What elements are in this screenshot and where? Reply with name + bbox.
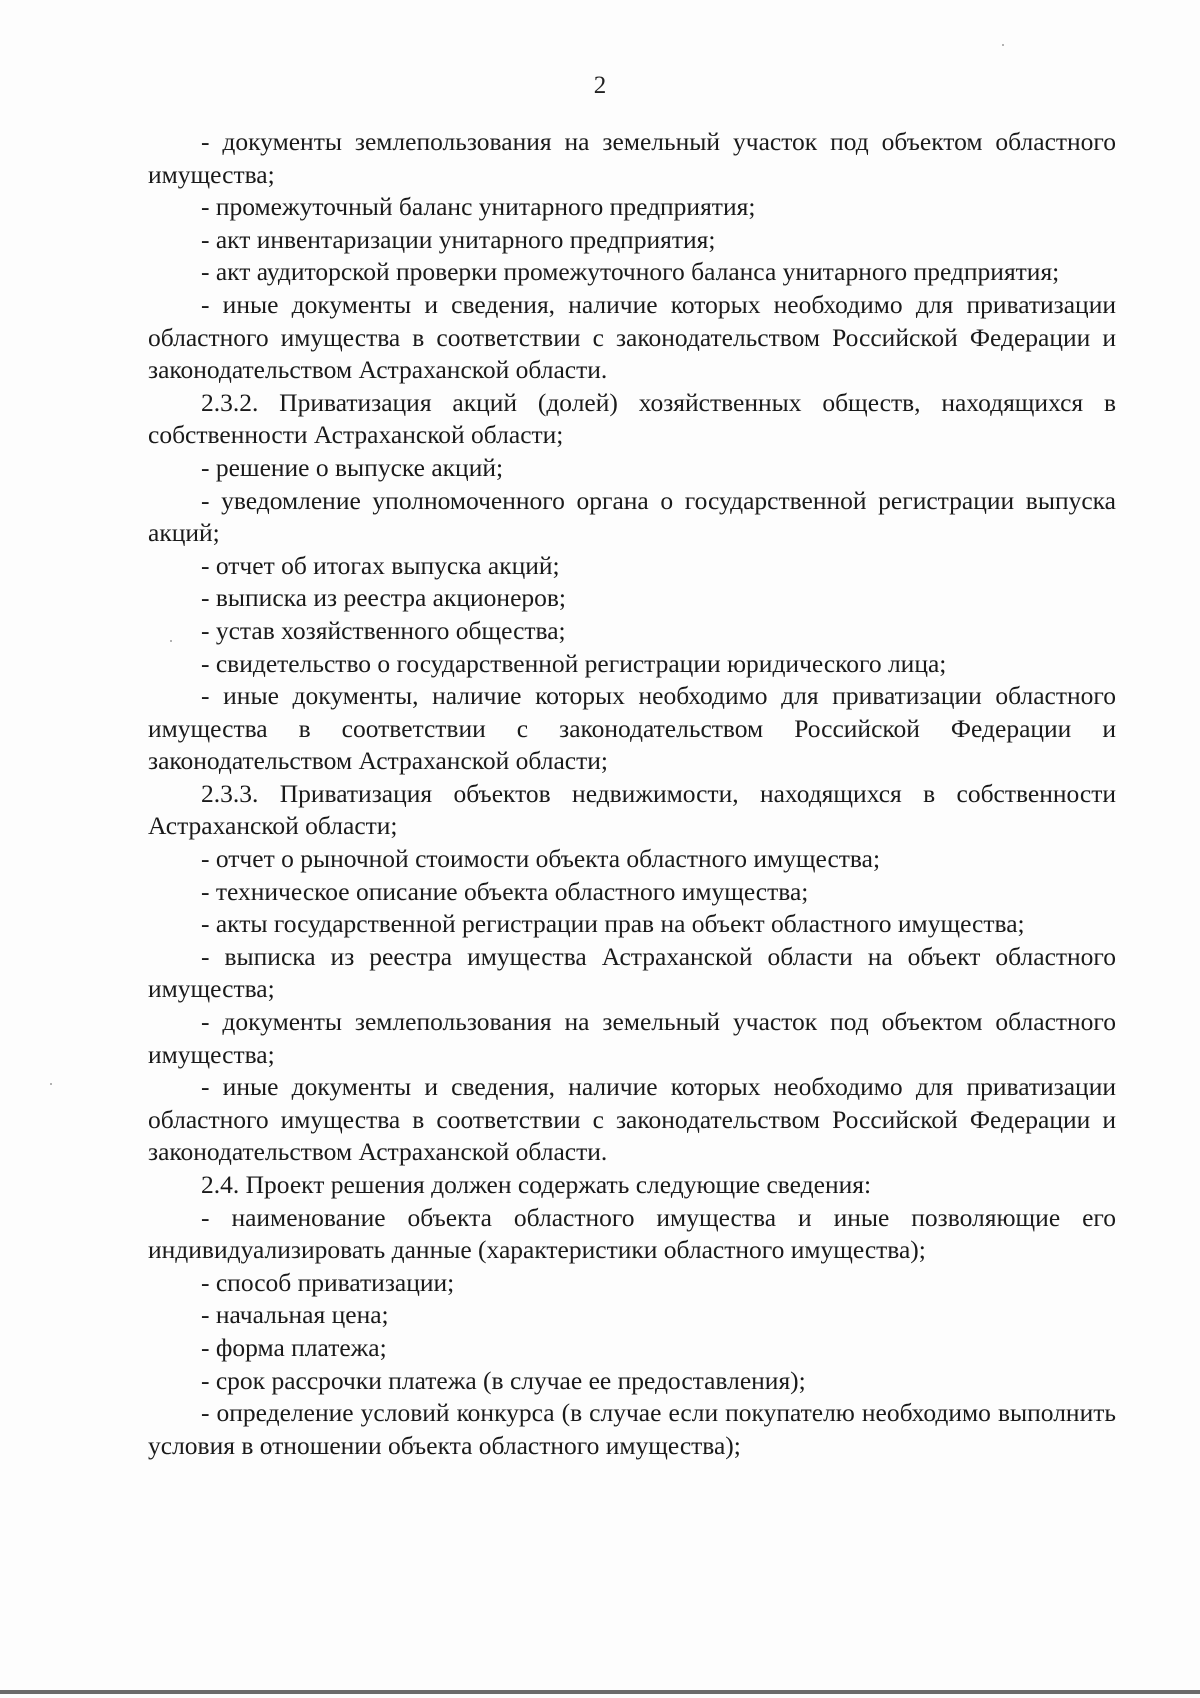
paragraph: - определение условий конкурса (в случае если покупателю необходимо выполнить условия в отношении объекта областного имущества); (148, 1398, 1116, 1460)
paragraph: - устав хозяйственного общества; (201, 615, 566, 645)
paragraph: - акты государственной регистрации прав на объект областного имущества; (201, 909, 1025, 939)
section-paragraph: 2.3.2. Приватизация акций (долей) хозяйственных обществ, находящихся в собственности Астраханской области; (148, 387, 1116, 450)
scan-speck (1002, 44, 1004, 46)
paragraph: - форма платежа; (201, 1332, 387, 1362)
paragraph: - решение о выпуске акций; (201, 452, 504, 482)
paragraph: - срок рассрочки платежа (в случае ее предоставления); (201, 1365, 806, 1395)
paragraph: - способ приватизации; (201, 1267, 455, 1297)
paragraph: - иные документы и сведения, наличие которых необходимо для приватизации областного имущества в соответствии с законодательством Российской Федерации и законодательством Астраханской области. (148, 1072, 1116, 1167)
paragraph: - уведомление уполномоченного органа о государственной регистрации выпуска акций; (148, 485, 1116, 548)
paragraph: - документы землепользования на земельный участок под объектом областного имущества; (148, 1007, 1116, 1069)
page-number: 2 (593, 72, 607, 99)
paragraph: - техническое описание объекта областного имущества; (201, 876, 809, 906)
section-paragraph: 2.4. Проект решения должен содержать следующие сведения: (201, 1170, 872, 1199)
paragraph: - отчет об итогах выпуска акций; (201, 550, 560, 580)
paragraph: - начальная цена; (201, 1300, 389, 1330)
document-body (148, 126, 1116, 1462)
paragraph: - документы землепользования на земельный участок под объектом областного имущества; (148, 127, 1116, 189)
paragraph: - акт аудиторской проверки промежуточного баланса унитарного предприятия; (201, 257, 1060, 287)
paragraph: - акт инвентаризации унитарного предприятия; (201, 224, 716, 254)
scan-edge-rule (0, 1690, 1200, 1694)
paragraph: - выписка из реестра имущества Астраханской области на объект областного имущества; (148, 941, 1116, 1004)
section-paragraph: 2.3.3. Приватизация объектов недвижимости, находящихся в собственности Астраханской области; (148, 778, 1116, 841)
paragraph: - иные документы, наличие которых необходимо для приватизации областного имущества в соответствии с законодательством Российской Федерации и законодательством Астраханской области; (148, 681, 1116, 776)
scan-speck (170, 640, 172, 642)
paragraph: - отчет о рыночной стоимости объекта областного имущества; (201, 844, 881, 874)
paragraph: - наименование объекта областного имущества и иные позволяющие его индивидуализировать данные (характеристики областного имущества); (148, 1202, 1116, 1265)
paragraph: - свидетельство о государственной регистрации юридического лица; (201, 648, 947, 678)
paragraph: - выписка из реестра акционеров; (201, 583, 567, 613)
paragraph: - иные документы и сведения, наличие которых необходимо для приватизации областного имущества в соответствии с законодательством Российской Федерации и законодательством Астраханской области. (148, 289, 1116, 385)
paragraph: - промежуточный баланс унитарного предприятия; (201, 192, 756, 222)
scan-speck (50, 1083, 52, 1085)
